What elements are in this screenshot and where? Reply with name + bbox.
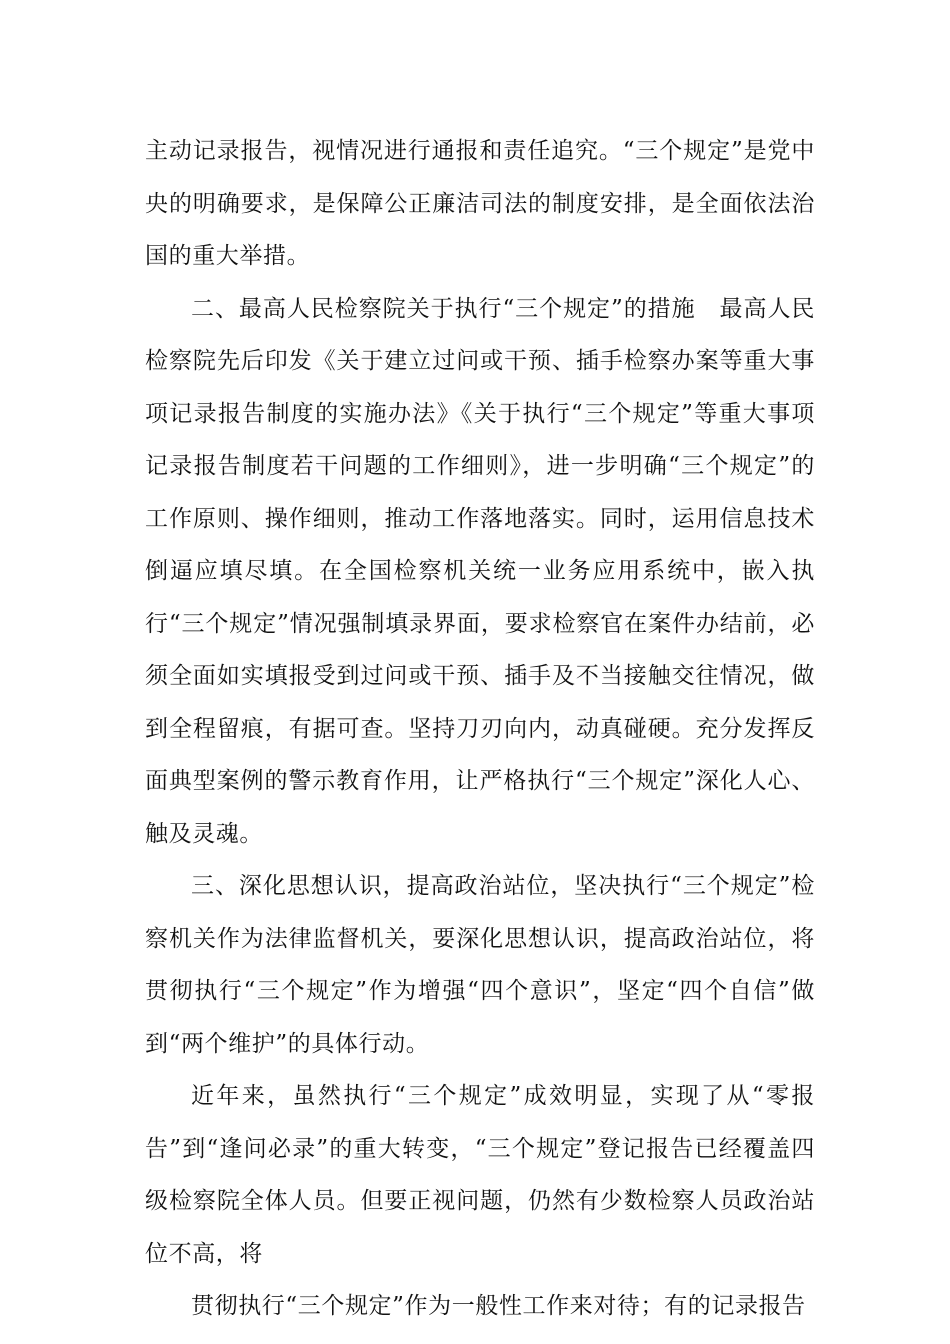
paragraph-section-two: 二、最高人民检察院关于执行“三个规定”的措施 最高人民检察院先后印发《关于建立过问或干预、插手检察办案等重大事项记录报告制度的实施办法》《关于执行“三个规定”等重大事项记录报告制度若干问题的工作细则》，进一步明确“三个规定”的工作原则、操作细则，推动工作落地落实。同时，运用信息技术倒逼应填尽填。在全国检察机关统一业务应用系统中，嵌入执行“三个规定”情况强制填录界面，要求检察官在案件办结前，必须全面如实填报受到过问或干预、插手及不当接触交往情况，做到全程留痕，有据可查。坚持刀刃向内，动真碰硬。充分发挥反面典型案例的警示教育作用，让严格执行“三个规定”深化人心、触及灵魂。: [145, 295, 815, 847]
paragraph-recent-years: 近年来，虽然执行“三个规定”成效明显，实现了从“零报告”到“逢问必录”的重大转变，“三个规定”登记报告已经覆盖四级检察院全体人员。但要正视问题，仍然有少数检察人员政治站位不高，将: [145, 1083, 815, 1267]
paragraph-continuation: 主动记录报告，视情况进行通报和责任追究。“三个规定”是党中央的明确要求，是保障公正廉洁司法的制度安排，是全面依法治国的重大举措。: [145, 138, 815, 269]
paragraph-section-three: 三、深化思想认识，提高政治站位，坚决执行“三个规定”检察机关作为法律监督机关，要深化思想认识，提高政治站位，将贯彻执行“三个规定”作为增强“四个意识”，坚定“四个自信”做到“两个维护”的具体行动。: [145, 873, 815, 1057]
paragraph-implementation: 贯彻执行“三个规定”作为一般性工作来对待；有的记录报告: [191, 1293, 806, 1319]
document-body: [145, 125, 815, 1333]
